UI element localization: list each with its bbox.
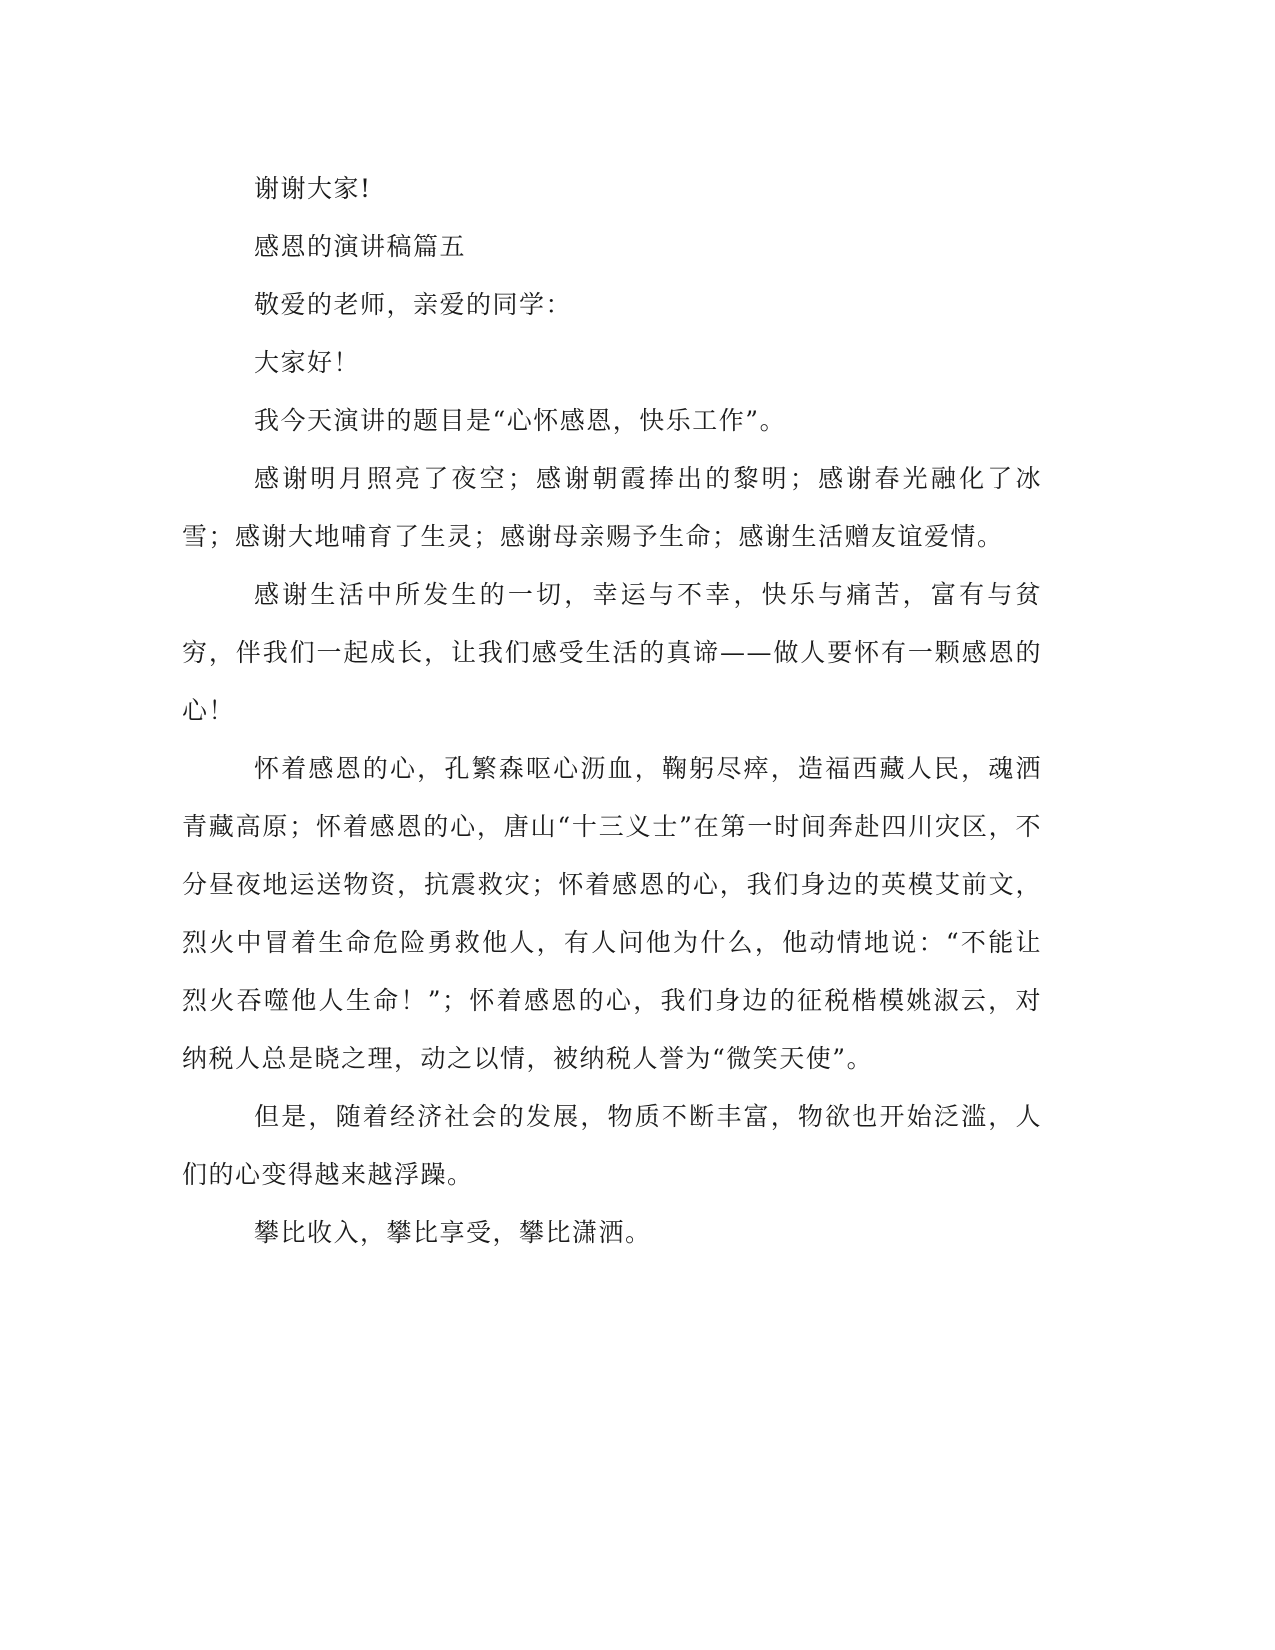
paragraph-thanks-nature: 感谢明月照亮了夜空；感谢朝霞捧出的黎明；感谢春光融化了冰雪；感谢大地哺育了生灵；感谢母亲赐予生命；感谢生活赠友谊爱情。: [182, 464, 1042, 551]
paragraph-but: 但是，随着经济社会的发展，物质不断丰富，物欲也开始泛滥，人们的心变得越来越浮躁。: [182, 1102, 1042, 1189]
paragraph-closing-thanks: 谢谢大家!: [254, 174, 372, 203]
speech-title: 感恩的演讲稿篇五: [254, 232, 467, 261]
paragraph-thanks-life: 感谢生活中所发生的一切，幸运与不幸，快乐与痛苦，富有与贫穷，伴我们一起成长，让我们感受生活的真谛——做人要怀有一颗感恩的心！: [182, 580, 1042, 725]
salutation: 敬爱的老师，亲爱的同学：: [254, 290, 573, 319]
paragraph-examples: 怀着感恩的心，孔繁森呕心沥血，鞠躬尽瘁，造福西藏人民，魂洒青藏高原；怀着感恩的心，唐山“十三义士”在第一时间奔赴四川灾区，不分昼夜地运送物资，抗震救灾；怀着感恩的心，我们身边的英模艾前文，烈火中冒着生命危险勇救他人，有人问他为什么，他动情地说：“不能让烈火吞噬他人生命！”；怀着感恩的心，我们身边的征税楷模姚淑云，对纳税人总是晓之理，动之以情，被纳税人誉为“微笑天使”。: [182, 754, 1042, 1073]
document-body: [182, 160, 1042, 1262]
paragraph-comparison: 攀比收入，攀比享受，攀比潇洒。: [254, 1218, 652, 1247]
paragraph-topic: 我今天演讲的题目是“心怀感恩，快乐工作”。: [254, 406, 787, 435]
greeting: 大家好！: [254, 348, 361, 377]
